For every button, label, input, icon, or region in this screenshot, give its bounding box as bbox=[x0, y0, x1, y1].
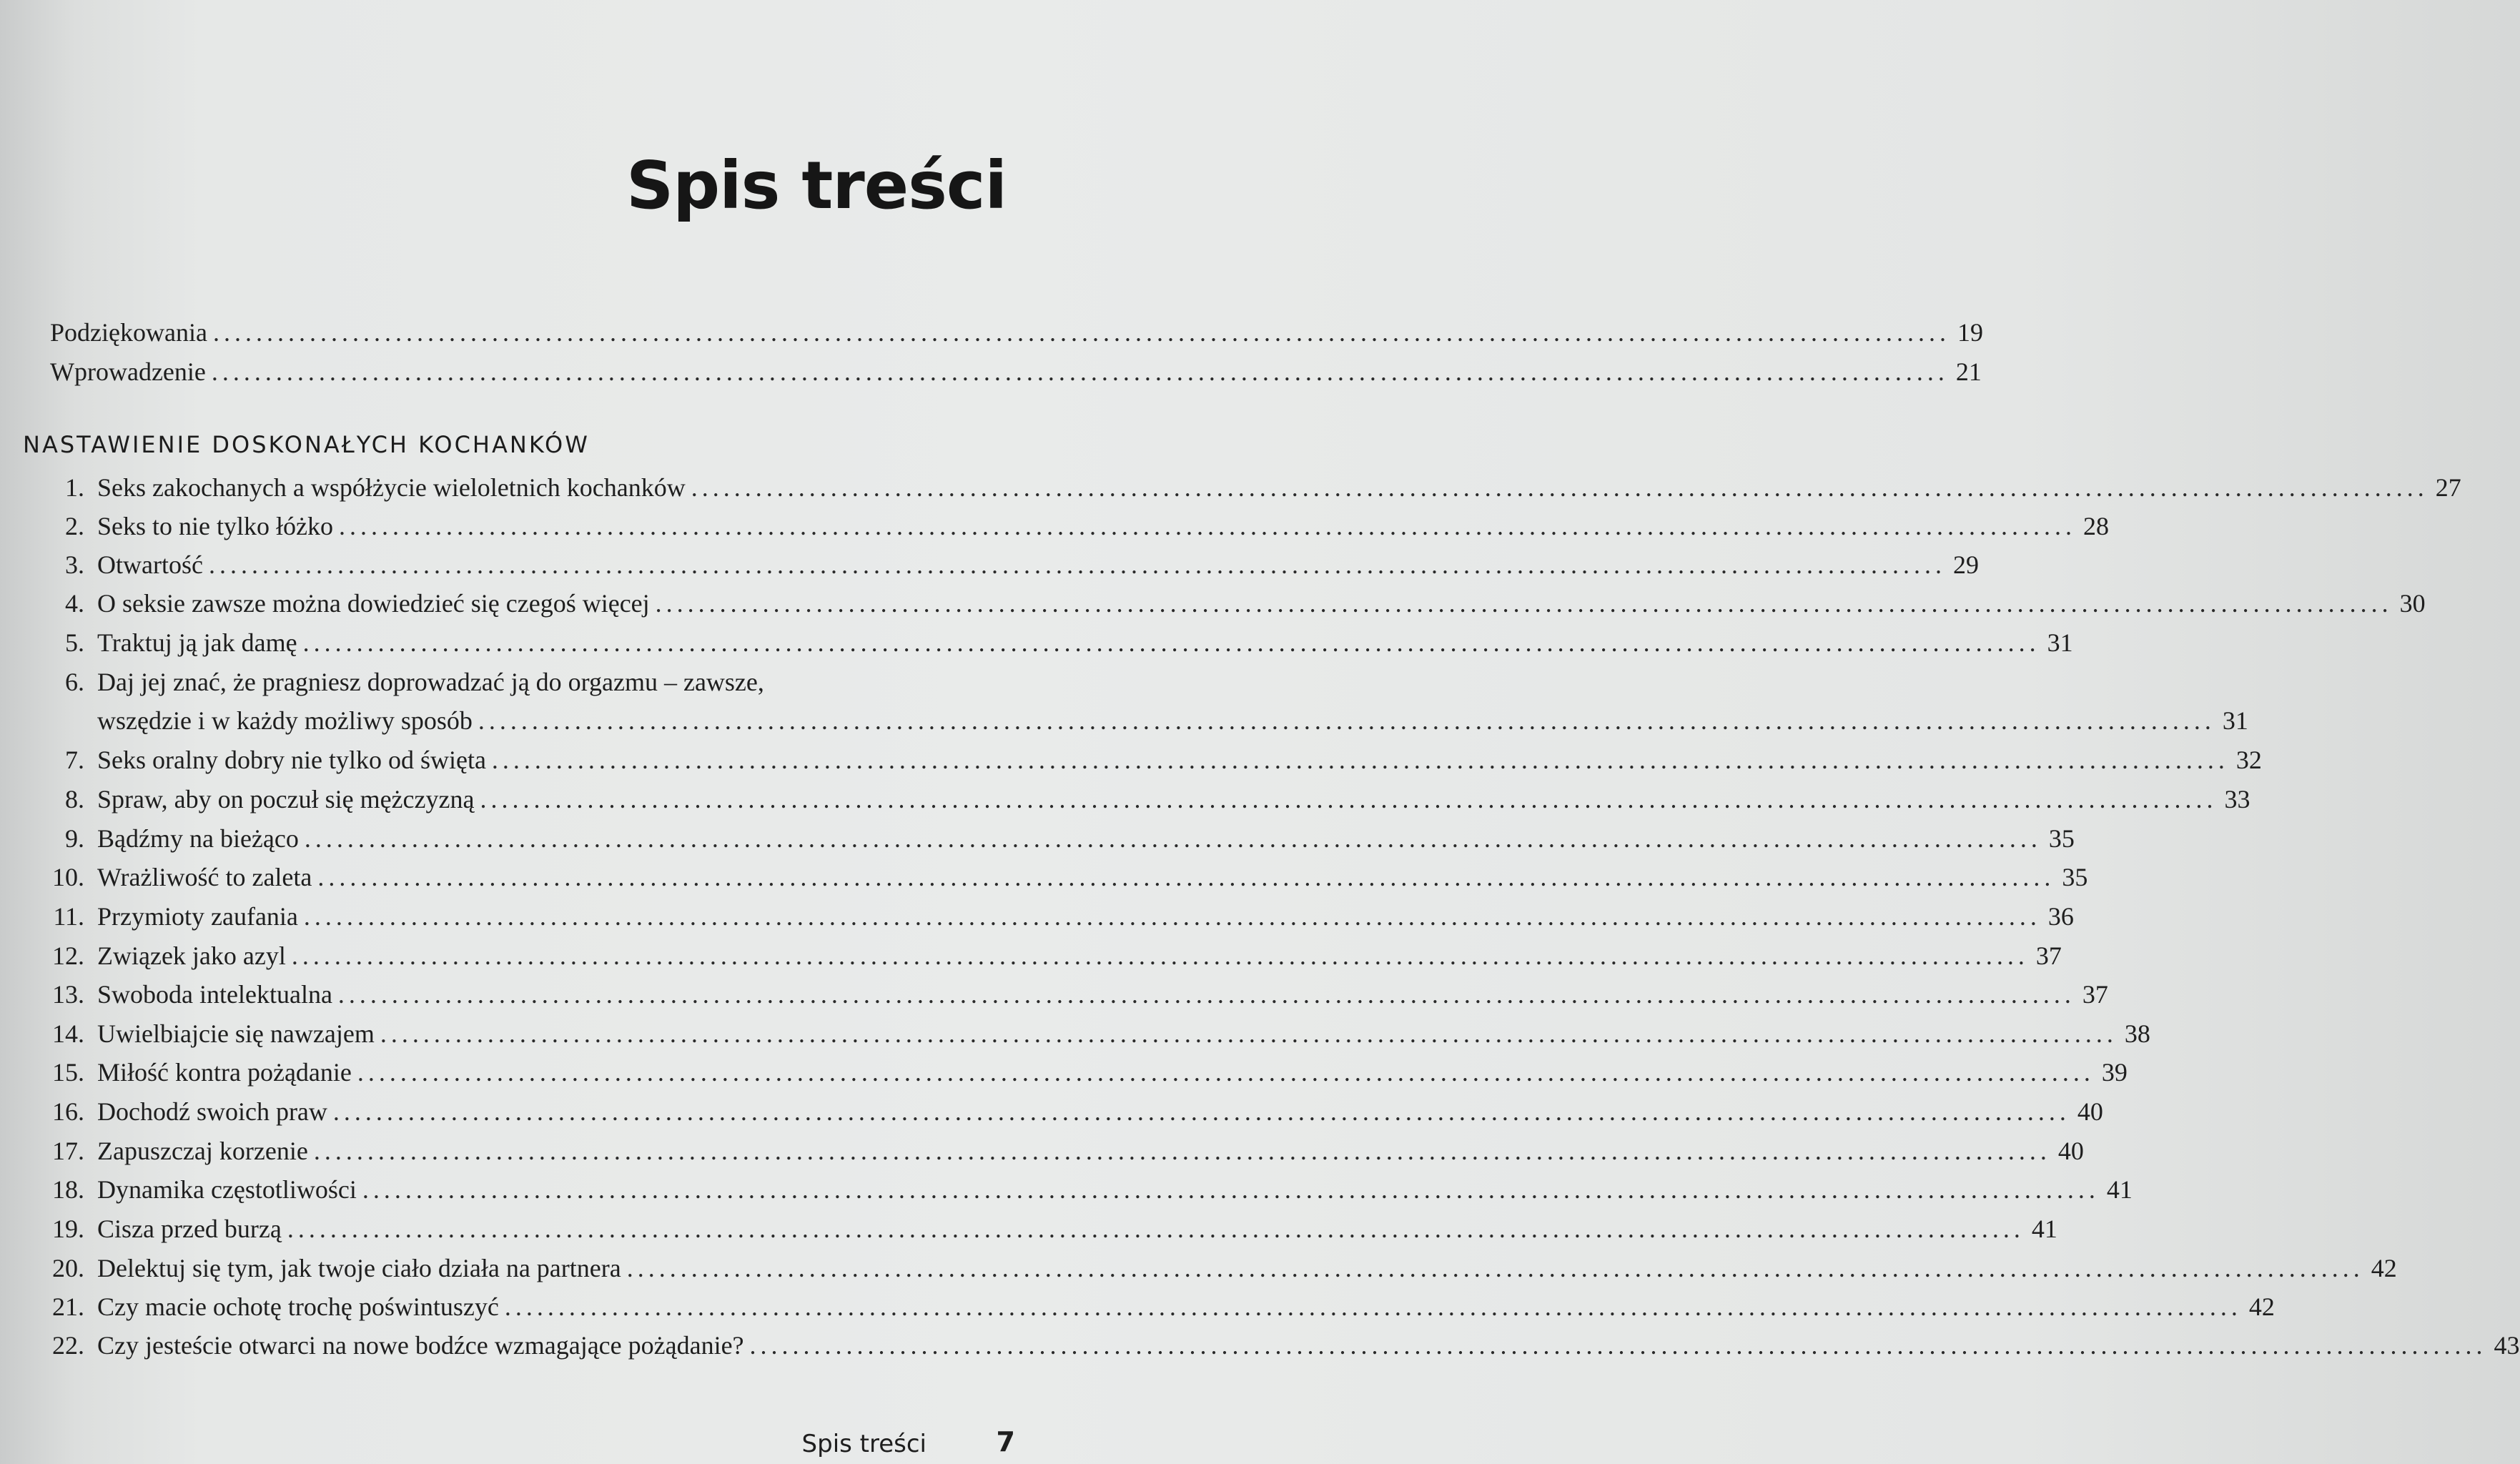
entry-number: 17. bbox=[52, 1137, 84, 1165]
toc-label: O seksie zawsze można dowiedzieć się czegoś więcej bbox=[97, 589, 650, 618]
toc-label: Seks zakochanych a współżycie wieloletnich kochanków bbox=[97, 473, 686, 502]
toc-page: 40 bbox=[2057, 1137, 2084, 1165]
entry-number: 9. bbox=[65, 824, 84, 853]
toc-entry bbox=[33, 1174, 2133, 1205]
toc-page: 29 bbox=[1952, 550, 1979, 579]
toc-page: 41 bbox=[2031, 1215, 2057, 1243]
entry-number: 5. bbox=[65, 628, 84, 657]
toc-label: Miłość kontra pożądanie bbox=[97, 1058, 352, 1087]
toc-entry bbox=[33, 940, 2062, 971]
toc-entry bbox=[33, 549, 1979, 580]
toc-entry-front bbox=[50, 317, 1983, 348]
toc-entry bbox=[33, 588, 2426, 619]
toc-entry-front bbox=[50, 356, 1982, 387]
toc-label: Zapuszczaj korzenie bbox=[97, 1137, 308, 1165]
toc-page: 42 bbox=[2248, 1292, 2275, 1321]
toc-label: Swoboda intelektualna bbox=[97, 980, 332, 1009]
entry-number: 13. bbox=[52, 980, 84, 1009]
toc-entry bbox=[33, 1018, 2150, 1049]
toc-page: 38 bbox=[2124, 1019, 2150, 1048]
toc-page: 39 bbox=[2101, 1058, 2128, 1087]
toc-label: Dochodź swoich praw bbox=[97, 1097, 327, 1126]
toc-page: 43 bbox=[2494, 1331, 2520, 1360]
toc-label: Cisza przed burzą bbox=[97, 1215, 282, 1243]
leader-dots: .................................................................................................................................................................. bbox=[380, 1019, 2118, 1048]
entry-number: 19. bbox=[52, 1215, 84, 1243]
toc-label: Dynamika częstotliwości bbox=[97, 1175, 357, 1204]
leader-dots: .................................................................................................................................................................. bbox=[362, 1175, 2100, 1204]
toc-label: Bądźmy na bieżąco bbox=[97, 824, 299, 853]
entry-number: 18. bbox=[52, 1175, 84, 1204]
toc-page: 37 bbox=[2082, 980, 2108, 1009]
toc-page: 41 bbox=[2106, 1175, 2133, 1204]
leader-dots: .................................................................................................................................................................. bbox=[302, 628, 2040, 657]
leader-dots: .................................................................................................................................................................. bbox=[313, 1137, 2051, 1165]
toc-entry bbox=[33, 1291, 2275, 1322]
toc-page: 40 bbox=[2077, 1097, 2103, 1126]
toc-page: 35 bbox=[2062, 863, 2088, 891]
page-title: Spis treści bbox=[626, 147, 1007, 224]
toc-label: Przymioty zaufania bbox=[97, 902, 298, 931]
entry-number: 11. bbox=[53, 902, 84, 931]
toc-entry bbox=[33, 1252, 2397, 1284]
entry-number: 22. bbox=[52, 1331, 84, 1360]
toc-entry bbox=[33, 510, 2109, 542]
toc-page: 27 bbox=[2435, 473, 2461, 502]
toc-page: 31 bbox=[2047, 628, 2073, 657]
toc-label: Delektuj się tym, jak twoje ciało działa na partnera bbox=[97, 1254, 621, 1282]
entry-number: 8. bbox=[65, 785, 84, 813]
toc-page: 37 bbox=[2035, 941, 2062, 970]
toc-page: 33 bbox=[2224, 785, 2250, 813]
entry-number: 16. bbox=[52, 1097, 84, 1126]
toc-page: 28 bbox=[2082, 512, 2109, 540]
leader-dots: .................................................................................................................................................................. bbox=[317, 863, 2055, 891]
leader-dots: .................................................................................................................................................................. bbox=[332, 1097, 2070, 1126]
toc-entry bbox=[33, 1057, 2128, 1088]
entry-number: 12. bbox=[52, 941, 84, 970]
toc-entry bbox=[33, 861, 2088, 893]
page-number: 7 bbox=[996, 1426, 1015, 1458]
toc-label: Podziękowania bbox=[50, 318, 207, 347]
leader-dots: .................................................................................................................................................................. bbox=[749, 1331, 2487, 1360]
toc-label: Seks to nie tylko łóżko bbox=[97, 512, 333, 540]
leader-dots: .................................................................................................................................................................. bbox=[655, 589, 2393, 618]
toc-label: Seks oralny dobry nie tylko od święta bbox=[97, 746, 486, 774]
entry-number: 2. bbox=[65, 512, 84, 540]
leader-dots: .................................................................................................................................................................. bbox=[491, 746, 2229, 774]
toc-label: Czy macie ochotę trochę poświntuszyć bbox=[97, 1292, 499, 1321]
leader-dots: .................................................................................................................................................................. bbox=[291, 941, 2029, 970]
leader-dots: .................................................................................................................................................................. bbox=[208, 550, 1946, 579]
toc-entry bbox=[33, 472, 2461, 503]
toc-label: Uwielbiajcie się nawzajem bbox=[97, 1019, 375, 1048]
leader-dots: .................................................................................................................................................................. bbox=[480, 785, 2218, 813]
entry-number: 4. bbox=[65, 589, 84, 618]
leader-dots: .................................................................................................................................................................. bbox=[304, 824, 2042, 853]
toc-entry bbox=[33, 1096, 2103, 1127]
toc-entry bbox=[33, 901, 2074, 932]
toc-label: Otwartość bbox=[97, 550, 203, 579]
toc-page: 36 bbox=[2047, 902, 2074, 931]
toc-page: 30 bbox=[2399, 589, 2426, 618]
entry-number: 1. bbox=[65, 473, 84, 502]
leader-dots: .................................................................................................................................................................. bbox=[504, 1292, 2242, 1321]
leader-dots: .................................................................................................................................................................. bbox=[212, 318, 1950, 347]
toc-page: 19 bbox=[1957, 318, 1983, 347]
leader-dots: .................................................................................................................................................................. bbox=[338, 512, 2076, 540]
entry-number: 7. bbox=[65, 746, 84, 774]
toc-label: Czy jesteście otwarci na nowe bodźce wzmagające pożądanie? bbox=[97, 1331, 744, 1360]
toc-entry bbox=[33, 744, 2262, 776]
toc-entry-continuation bbox=[33, 705, 2248, 736]
toc-label: Spraw, aby on poczuł się mężczyzną bbox=[97, 785, 475, 813]
leader-dots: .................................................................................................................................................................. bbox=[303, 902, 2041, 931]
leader-dots: .................................................................................................................................................................. bbox=[478, 706, 2215, 735]
leader-dots: .................................................................................................................................................................. bbox=[691, 473, 2428, 502]
entry-number: 3. bbox=[65, 550, 84, 579]
toc-label: Daj jej znać, że pragniesz doprowadzać ją do orgazmu – zawsze, bbox=[97, 668, 764, 696]
toc-page: 31 bbox=[2222, 706, 2248, 735]
entry-number: 6. bbox=[65, 668, 84, 696]
toc-label: Wrażliwość to zaleta bbox=[97, 863, 312, 891]
toc-label: Traktuj ją jak damę bbox=[97, 628, 297, 657]
entry-number: 15. bbox=[52, 1058, 84, 1087]
toc-entry bbox=[33, 1330, 2520, 1361]
toc-entry bbox=[33, 783, 2250, 815]
section-heading: NASTAWIENIE DOSKONAŁYCH KOCHANKÓW bbox=[23, 431, 590, 458]
toc-page: 35 bbox=[2048, 824, 2075, 853]
toc-label: Wprowadzenie bbox=[50, 357, 206, 386]
toc-entry bbox=[33, 823, 2075, 854]
entry-number: 21. bbox=[52, 1292, 84, 1321]
entry-number: 10. bbox=[52, 863, 84, 891]
toc-entry bbox=[33, 1135, 2084, 1167]
toc-entry bbox=[33, 627, 2073, 658]
toc-entry bbox=[33, 1213, 2057, 1245]
leader-dots: .................................................................................................................................................................. bbox=[357, 1058, 2095, 1087]
leader-dots: .................................................................................................................................................................. bbox=[337, 980, 2075, 1009]
entry-number: 20. bbox=[52, 1254, 84, 1282]
toc-entry bbox=[33, 979, 2108, 1010]
toc-page: 21 bbox=[1955, 357, 1982, 386]
toc-label: Związek jako azyl bbox=[97, 941, 286, 970]
leader-dots: .................................................................................................................................................................. bbox=[626, 1254, 2364, 1282]
leader-dots: .................................................................................................................................................................. bbox=[211, 357, 1949, 386]
toc-page: 32 bbox=[2235, 746, 2262, 774]
toc-page: 42 bbox=[2371, 1254, 2397, 1282]
toc-label-continued: wszędzie i w każdy możliwy sposób bbox=[97, 706, 473, 735]
running-footer-title: Spis treści bbox=[801, 1430, 927, 1458]
entry-number: 14. bbox=[52, 1019, 84, 1048]
leader-dots: .................................................................................................................................................................. bbox=[287, 1215, 2025, 1243]
toc-entry bbox=[33, 666, 1011, 698]
